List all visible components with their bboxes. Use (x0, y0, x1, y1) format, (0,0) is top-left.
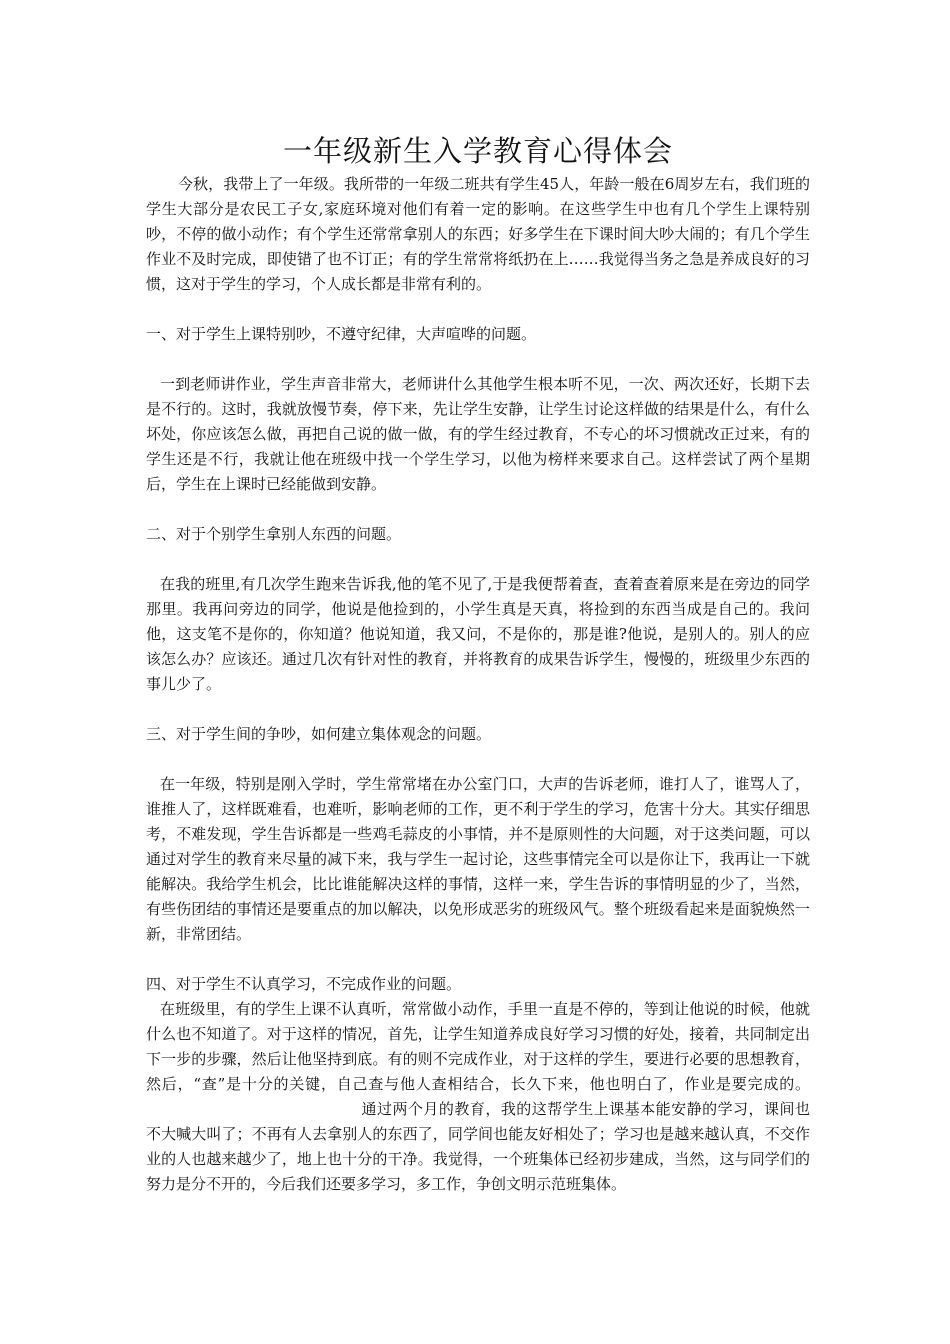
blank-line (146, 497, 810, 522)
section-1-body: 一到老师讲作业，学生声音非常大，老师讲什么其他学生根本听不见，一次、两次还好，长期下去是不行的。这时，我就放慢节奏，停下来，先让学生安静，让学生讨论这样做的结果是什么，有什么坏处，你应该怎么做，再把自己说的做一做，有的学生经过教育，不专心的坏习惯就改正过来，有的学生还是不行，我就让他在班级中找一个学生学习，以他为榜样来要求自己。这样尝试了两个星期后，学生在上课时已经能做到安静。 (146, 375, 810, 493)
section-4-heading: 四、对于学生不认真学习，不完成作业的问题。 (146, 975, 462, 993)
section-4-body (146, 997, 810, 1197)
blank-line (146, 297, 810, 322)
section-1-heading: 一、对于学生上课特别吵，不遵守纪律，大声喧哗的问题。 (146, 325, 537, 343)
blank-line (146, 547, 810, 572)
section-4-body-part-1: 在班级里，有的学生上课不认真听，常常做小动作，手里一直是不停的，等到让他说的时候，他就什么也不知道了。对于这样的情况，首先，让学生知道养成良好学习习惯的好处，接着，共同制定出下一步的步骤，然后让他坚持到底。有的则不完成作业，对于这样的学生，要进行必要的思想教育，然后，“查”是十分的关键，自己查与他人查相结合，长久下来，他也明白了，作业是要完成的。 (146, 1000, 810, 1093)
section-3-body: 在一年级，特别是刚入学时，学生常常堵在办公室门口，大声的告诉老师，谁打人了，谁骂人了，谁推人了，这样既难看，也难听，影响老师的工作，更不利于学生的学习，危害十分大。其实仔细思考，不难发现，学生告诉都是一些鸡毛蒜皮的小事情，并不是原则性的大问题，对于这类问题，可以通过对学生的教育来尽量的减下来，我与学生一起讨论，这些事情完全可以是你让下，我再让一下就能解决。我给学生机会，比比谁能解决这样的事情，这样一来，学生告诉的事情明显的少了，当然，有些伤团结的事情还是要重点的加以解决，以免形成恶劣的班级风气。整个班级看起来是面貌焕然一新，非常团结。 (146, 775, 810, 943)
document-page (146, 130, 810, 1197)
intro-paragraph: 今秋，我带上了一年级。我所带的一年级二班共有学生45人，年龄一般在6周岁左右，我们班的学生大部分是农民工子女,家庭环境对他们有着一定的影响。在这些学生中也有几个学生上课特别吵，不停的做小动作；有个学生还常常拿别人的东西；好多学生在下课时间大吵大闹的；有几个学生作业不及时完成，即使错了也不订正；有的学生常常将纸扔在上……我觉得当务之急是养成良好的习惯，这对于学生的学习，个人成长都是非常有利的。 (146, 175, 810, 293)
blank-line (146, 347, 810, 372)
section-4-body-part-2: 通过两个月的教育，我的这帮学生上课基本能安静的学习，课间也不大喊大叫了；不再有人去拿别人的东西了，同学间也能友好相处了；学习也是越来越认真，不交作业的人也越来越少了，地上也十分的干净。我觉得，一个班集体已经初步建成，当然，这与同学们的努力是分不开的，今后我们还要多学习，多工作，争创文明示范班集体。 (146, 1100, 810, 1193)
blank-line (146, 697, 810, 722)
section-2-heading: 二、对于个别学生拿别人东西的问题。 (146, 525, 402, 543)
document-title: 一年级新生入学教育心得体会 (282, 134, 673, 168)
blank-line (146, 747, 810, 772)
section-3-heading: 三、对于学生间的争吵，如何建立集体观念的问题。 (146, 725, 492, 743)
section-2-body: 在我的班里,有几次学生跑来告诉我,他的笔不见了,于是我便帮着查，查着查着原来是在旁边的同学那里。我再问旁边的同学，他说是他捡到的，小学生真是天真，将捡到的东西当成是自己的。我问他，这支笔不是你的，你知道？他说知道，我又问，不是你的，那是谁?他说，是别人的。别人的应该怎么办？应该还。通过几次有针对性的教育，并将教育的成果告诉学生，慢慢的，班级里少东西的事儿少了。 (146, 575, 810, 693)
blank-line (146, 947, 810, 972)
